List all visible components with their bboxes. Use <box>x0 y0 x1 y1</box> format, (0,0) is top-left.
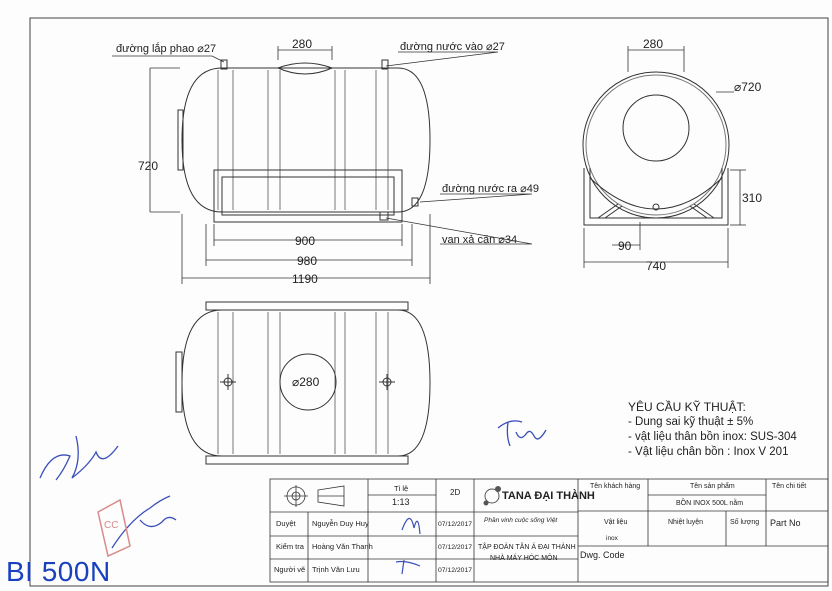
front-overall-dim: 1190 <box>292 272 318 286</box>
svg-text:CC: CC <box>104 520 119 531</box>
person-name: Hoàng Văn Thanh <box>312 542 373 551</box>
scale-value: 1:13 <box>392 497 410 507</box>
requirement-line: - Dung sai kỹ thuật ± 5% <box>628 416 754 428</box>
part-no-label: Part No <box>770 518 801 528</box>
person-name: Nguyễn Duy Huy <box>312 519 369 528</box>
inlet-label: đường nước vào ⌀27 <box>400 41 505 53</box>
side-width-dim: 740 <box>646 259 667 273</box>
side-leg-height-dim: 310 <box>742 191 763 205</box>
requirement-line: - vật liệu thân bồn inox: SUS-304 <box>628 431 797 443</box>
side-diameter-dim: ⌀720 <box>734 80 762 94</box>
heat-label: Nhiệt luyện <box>668 519 704 526</box>
role-label: Duyệt <box>276 519 296 528</box>
outlet-label: đường nước ra ⌀49 <box>442 183 539 195</box>
requirements-title: YÊU CẦU KỸ THUẬT: <box>628 400 746 414</box>
side-leg-dim: 90 <box>618 239 632 253</box>
scale-label: Tỉ lệ <box>394 484 409 493</box>
company-slogan: Phần vinh cuộc sống Việt <box>484 517 558 524</box>
top-hole-dim: ⌀280 <box>292 375 320 389</box>
side-top-dim: 280 <box>643 37 664 51</box>
float-pipe-label: đường lắp phao ⌀27 <box>116 43 217 55</box>
front-height-dim: 720 <box>138 159 159 173</box>
company-name-line: TẬP ĐOÀN TÂN Á ĐẠI THÀNH <box>478 544 576 551</box>
person-name: Trịnh Văn Lưu <box>312 565 360 574</box>
drain-label: van xả cặn ⌀34 <box>442 234 518 246</box>
view-label: 2D <box>450 488 461 497</box>
product-value: BỒN INOX 500L nằm <box>676 500 744 507</box>
company-name-line: NHÀ MÁY HÓC MÔN <box>490 555 558 562</box>
front-inner-dim: 900 <box>295 234 316 248</box>
product-label: Tên sản phẩm <box>690 483 735 490</box>
drawing-code-tag: BI 500N <box>6 556 111 587</box>
front-top-dim: 280 <box>292 37 313 51</box>
sign-date: 07/12/2017 <box>438 521 473 528</box>
role-label: Người vẽ <box>274 565 306 574</box>
role-label: Kiểm tra <box>276 542 304 551</box>
dwg-code-label: Dwg. Code <box>580 550 625 560</box>
customer-label: Tên khách hàng <box>590 483 641 490</box>
material-value: inox <box>606 535 618 542</box>
sign-date: 07/12/2017 <box>438 544 473 551</box>
material-label: Vật liệu <box>604 519 628 526</box>
qty-label: Số lượng <box>730 519 760 526</box>
part-name-label: Tên chi tiết <box>772 483 807 490</box>
front-mid-dim: 980 <box>297 254 318 268</box>
requirement-line: - Vật liệu chân bồn : Inox V 201 <box>628 446 789 458</box>
company-logo-text: TANA ĐẠI THÀNH <box>502 490 595 502</box>
sign-date: 07/12/2017 <box>438 567 473 574</box>
